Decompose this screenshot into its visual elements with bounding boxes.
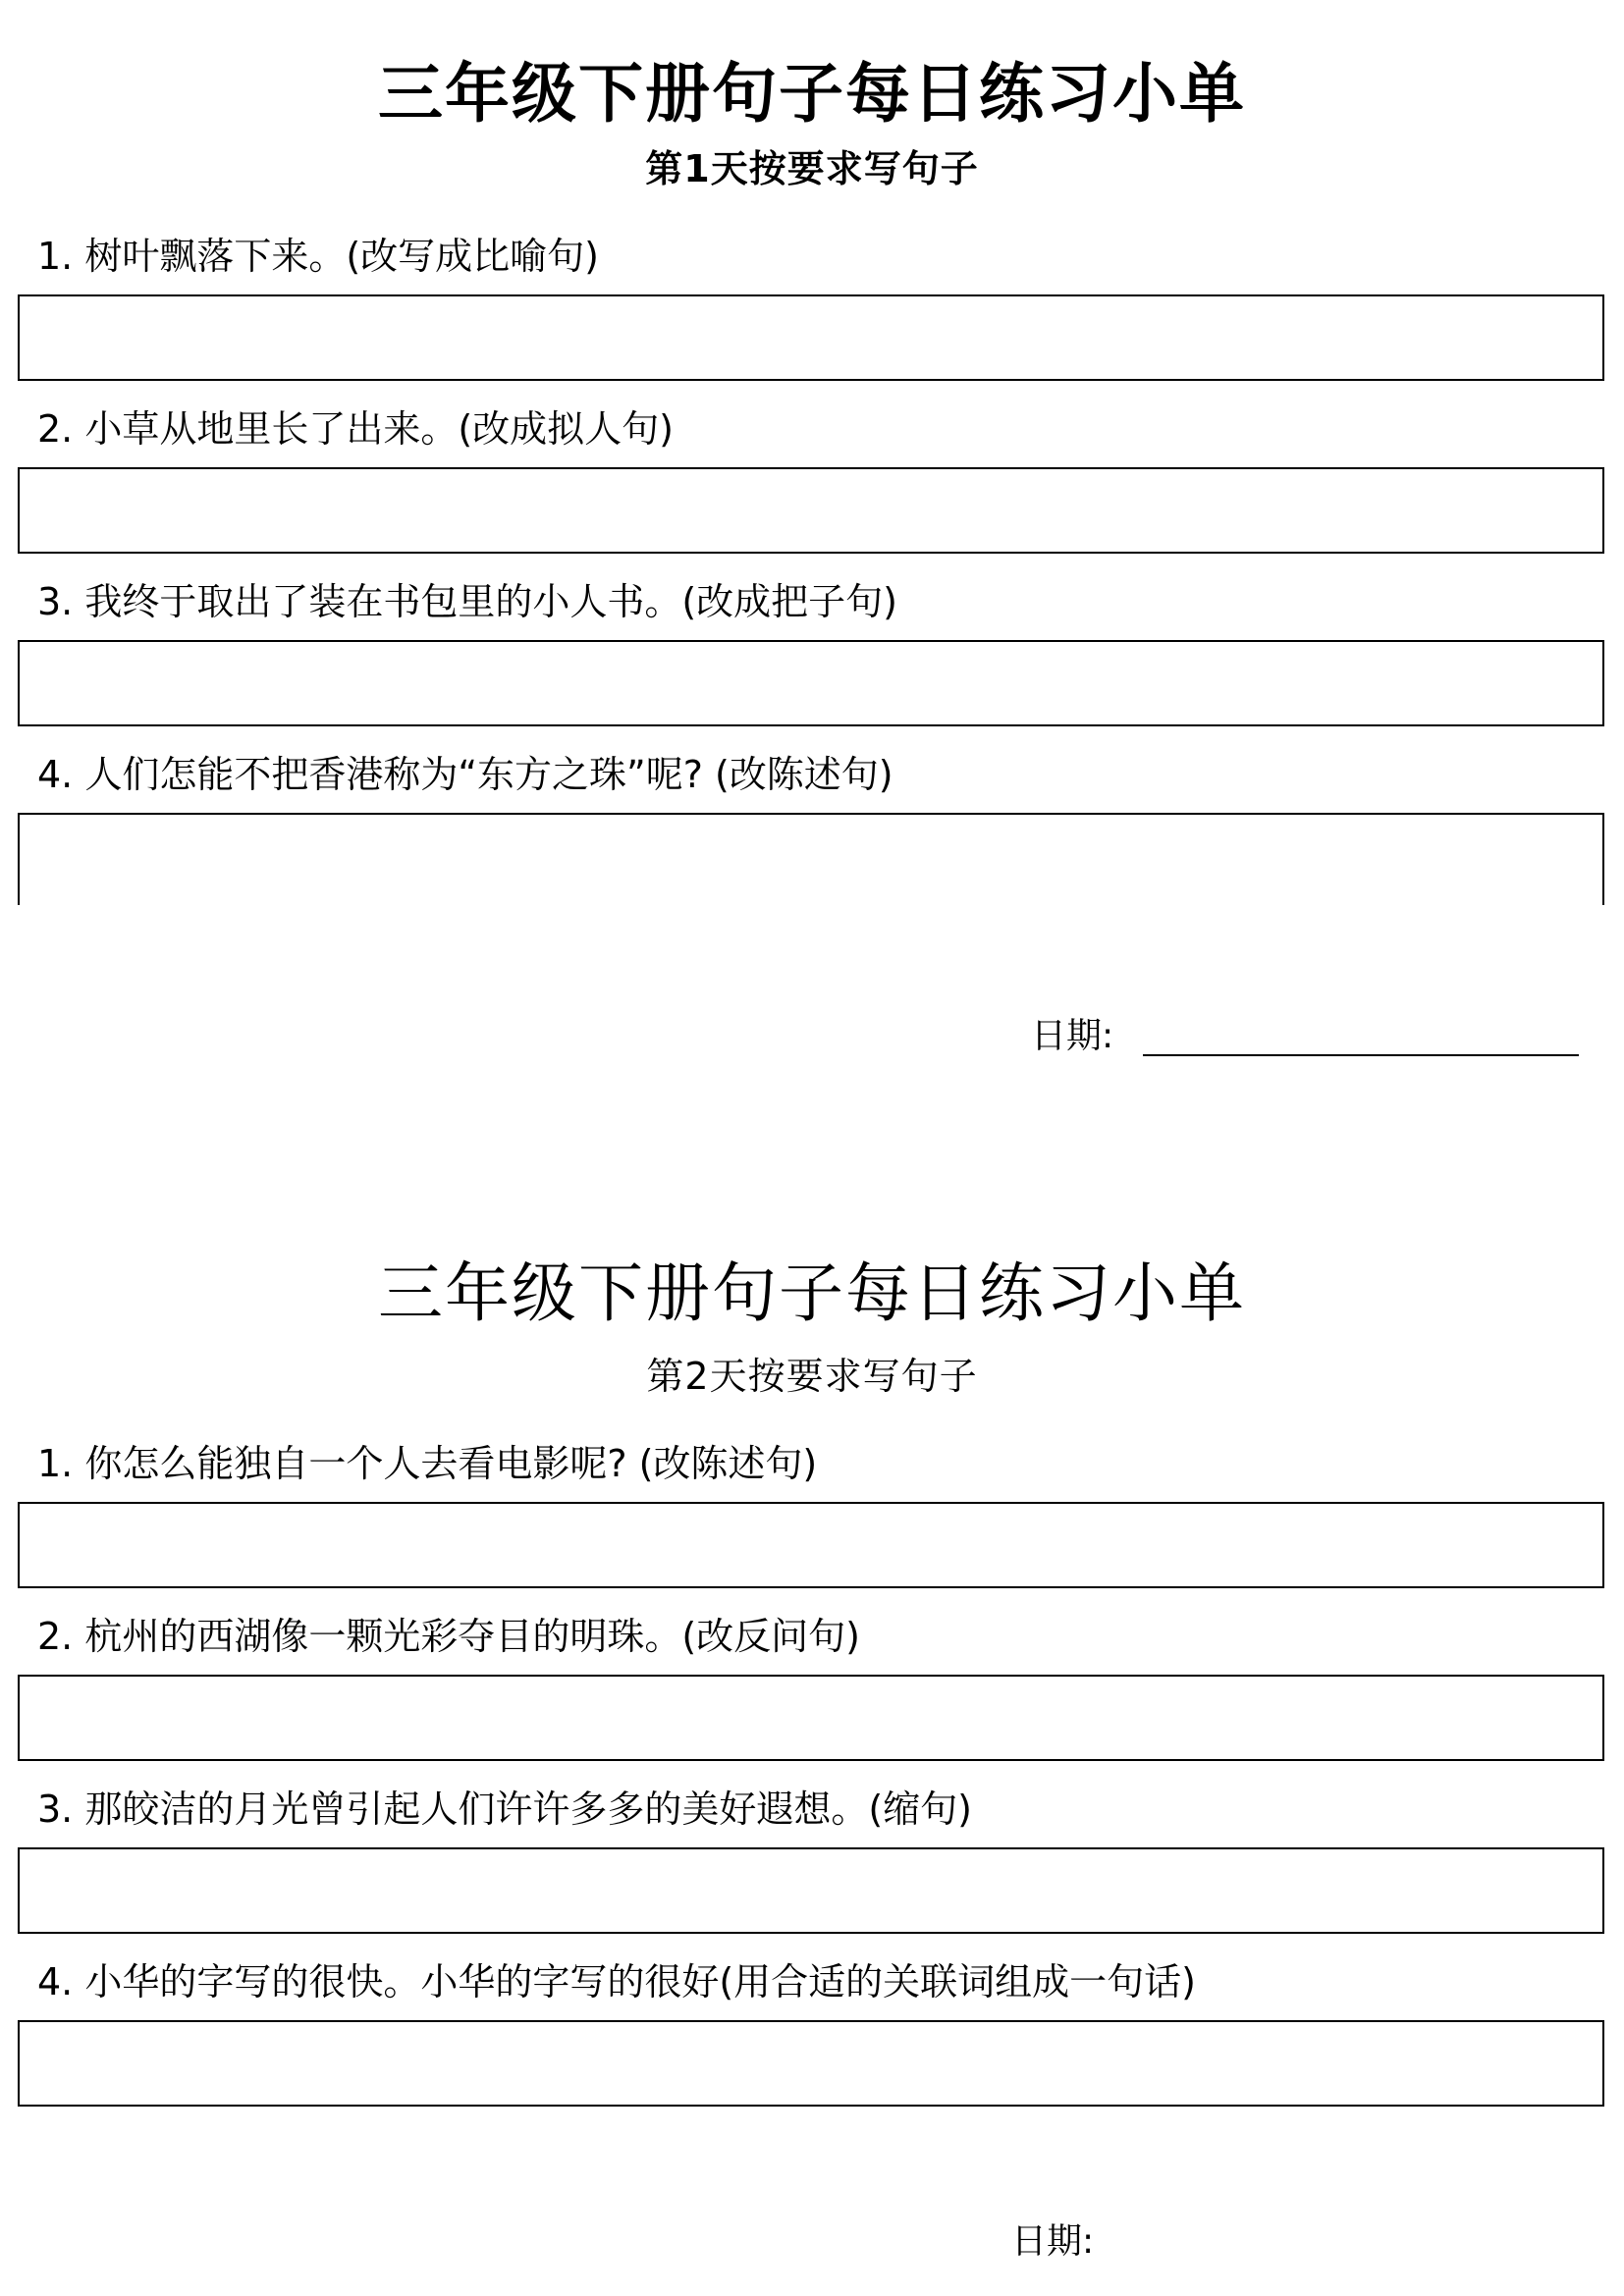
answer-box-4[interactable] bbox=[18, 813, 1604, 905]
question-2: 2. 小草从地里长了出来。(改成拟人句) bbox=[37, 407, 674, 451]
page-title: 三年级下册句子每日练习小单 bbox=[378, 56, 1246, 132]
question-3: 3. 我终于取出了装在书包里的小人书。(改成把子句) bbox=[37, 580, 897, 623]
question-1: 1. 树叶飘落下来。(改写成比喻句) bbox=[37, 235, 599, 278]
question-4: 4. 小华的字写的很快。小华的字写的很好(用合适的关联词组成一句话) bbox=[37, 1960, 1196, 2003]
question-1: 1. 你怎么能独自一个人去看电影呢? (改陈述句) bbox=[37, 1442, 818, 1485]
question-2: 2. 杭州的西湖像一颗光彩夺目的明珠。(改反问句) bbox=[37, 1615, 860, 1658]
date-label: 日期: bbox=[1011, 2221, 1095, 2262]
answer-box-2[interactable] bbox=[18, 1675, 1604, 1761]
answer-box-3[interactable] bbox=[18, 640, 1604, 726]
page-title: 三年级下册句子每日练习小单 bbox=[378, 1255, 1246, 1331]
answer-box-1[interactable] bbox=[18, 294, 1604, 381]
answer-box-4[interactable] bbox=[18, 2020, 1604, 2107]
date-line[interactable] bbox=[1143, 1054, 1579, 1056]
answer-box-1[interactable] bbox=[18, 1502, 1604, 1588]
answer-box-3[interactable] bbox=[18, 1847, 1604, 1934]
page-subtitle: 第1天按要求写句子 bbox=[645, 147, 979, 190]
question-4: 4. 人们怎能不把香港称为“东方之珠”呢? (改陈述句) bbox=[37, 753, 893, 796]
question-3: 3. 那皎洁的月光曾引起人们许许多多的美好遐想。(缩句) bbox=[37, 1788, 972, 1831]
date-label: 日期: bbox=[1031, 1016, 1114, 1056]
page-subtitle: 第2天按要求写句子 bbox=[646, 1355, 978, 1398]
answer-box-2[interactable] bbox=[18, 467, 1604, 554]
